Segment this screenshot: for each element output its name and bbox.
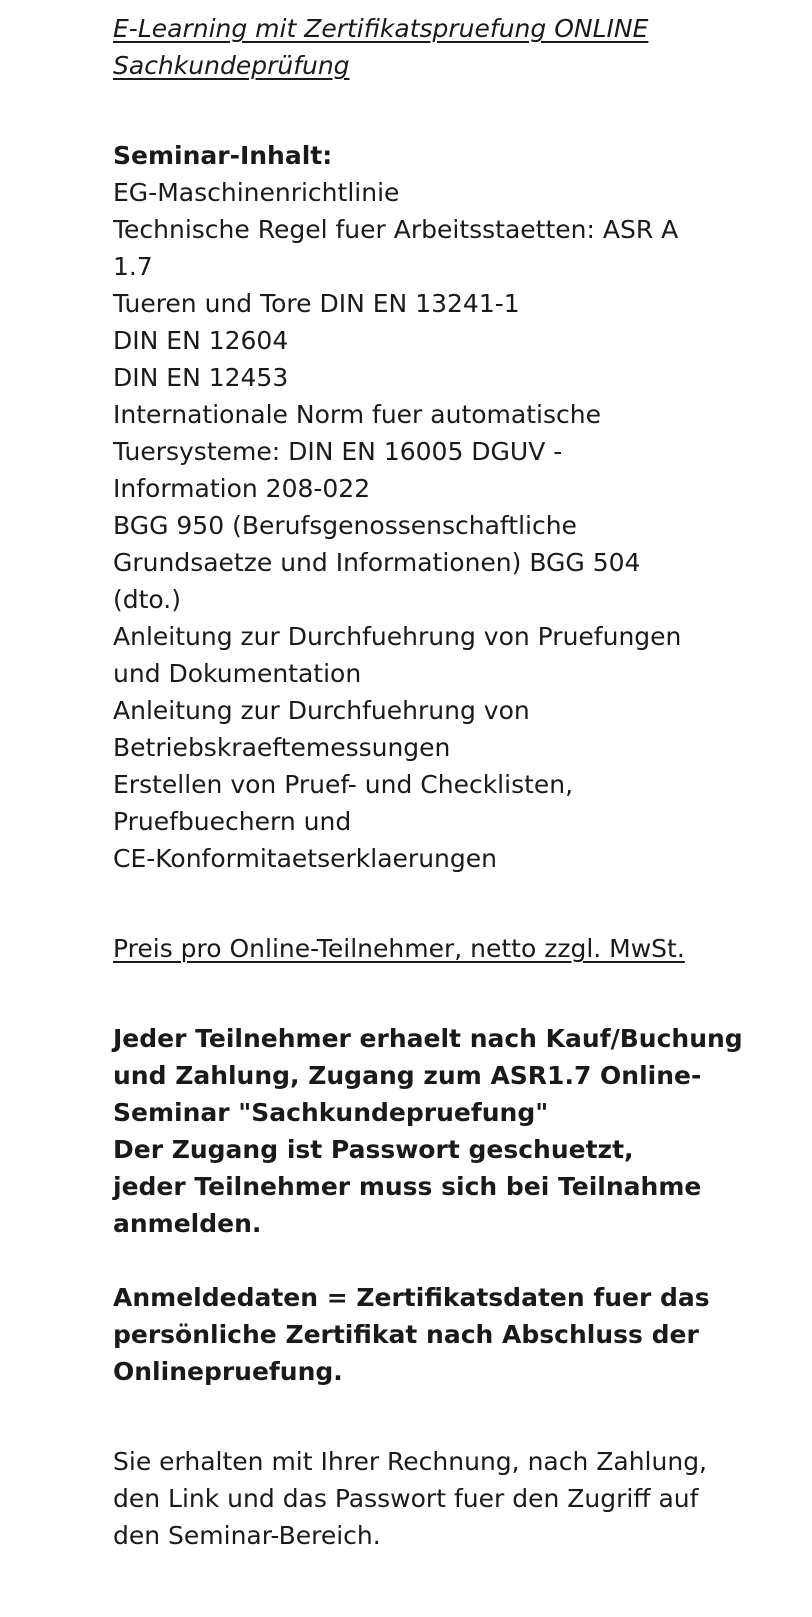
seminar-content-line: Betriebskraeftemessungen [113, 733, 451, 762]
invoice-info-line: Sie erhalten mit Ihrer Rechnung, nach Zahlung, [113, 1447, 708, 1476]
access-info-line: anmelden. [113, 1209, 262, 1238]
seminar-content-section [113, 137, 693, 877]
seminar-content-line: (dto.) [113, 585, 181, 614]
seminar-content-line: Tueren und Tore DIN EN 13241-1 [113, 289, 520, 318]
seminar-content-line: 1.7 [113, 252, 153, 281]
login-info-line: persönliche Zertifikat nach Abschluss der [113, 1320, 699, 1349]
login-info-line: Onlinepruefung. [113, 1357, 343, 1386]
seminar-content-line: Technische Regel fuer Arbeitsstaetten: ASR A [113, 215, 679, 244]
access-info-section [113, 1020, 743, 1242]
login-info-line: Anmeldedaten = Zertifikatsdaten fuer das [113, 1283, 710, 1312]
course-title-line-1: E-Learning mit Zertifikatspruefung ONLINE [113, 14, 649, 43]
invoice-info-section [113, 1443, 708, 1554]
seminar-content-heading: Seminar-Inhalt: [113, 141, 333, 170]
access-info-line: und Zahlung, Zugang zum ASR1.7 Online- [113, 1061, 702, 1090]
seminar-content-line: Erstellen von Pruef- und Checklisten, [113, 770, 574, 799]
course-title-line-2: Sachkundeprüfung [113, 51, 350, 80]
access-info-line: Der Zugang ist Passwort geschuetzt, [113, 1135, 634, 1164]
seminar-content-line: Pruefbuechern und [113, 807, 352, 836]
seminar-content-line: DIN EN 12604 [113, 326, 289, 355]
seminar-content-line: Internationale Norm fuer automatische [113, 400, 601, 429]
seminar-content-line: Tuersysteme: DIN EN 16005 DGUV - [113, 437, 563, 466]
login-info-section [113, 1279, 710, 1390]
course-title [113, 10, 693, 84]
price-note: Preis pro Online-Teilnehmer, netto zzgl. MwSt. [113, 934, 685, 963]
access-info-line: Jeder Teilnehmer erhaelt nach Kauf/Buchung [113, 1024, 743, 1053]
seminar-content-line: EG-Maschinenrichtlinie [113, 178, 400, 207]
seminar-content-line: DIN EN 12453 [113, 363, 289, 392]
seminar-content-line: Information 208-022 [113, 474, 371, 503]
price-section [113, 930, 693, 967]
seminar-content-line: Anleitung zur Durchfuehrung von [113, 696, 530, 725]
seminar-content-line: Anleitung zur Durchfuehrung von Pruefungen [113, 622, 682, 651]
page-content [113, 10, 743, 1554]
invoice-info-line: den Link und das Passwort fuer den Zugriff auf [113, 1484, 699, 1513]
seminar-content-line: CE-Konformitaetserklaerungen [113, 844, 497, 873]
invoice-info-line: den Seminar-Bereich. [113, 1521, 381, 1550]
seminar-content-line: und Dokumentation [113, 659, 362, 688]
access-info-line: jeder Teilnehmer muss sich bei Teilnahme [113, 1172, 702, 1201]
access-info-line: Seminar "Sachkundepruefung" [113, 1098, 549, 1127]
seminar-content-line: Grundsaetze und Informationen) BGG 504 [113, 548, 641, 577]
seminar-content-line: BGG 950 (Berufsgenossenschaftliche [113, 511, 577, 540]
